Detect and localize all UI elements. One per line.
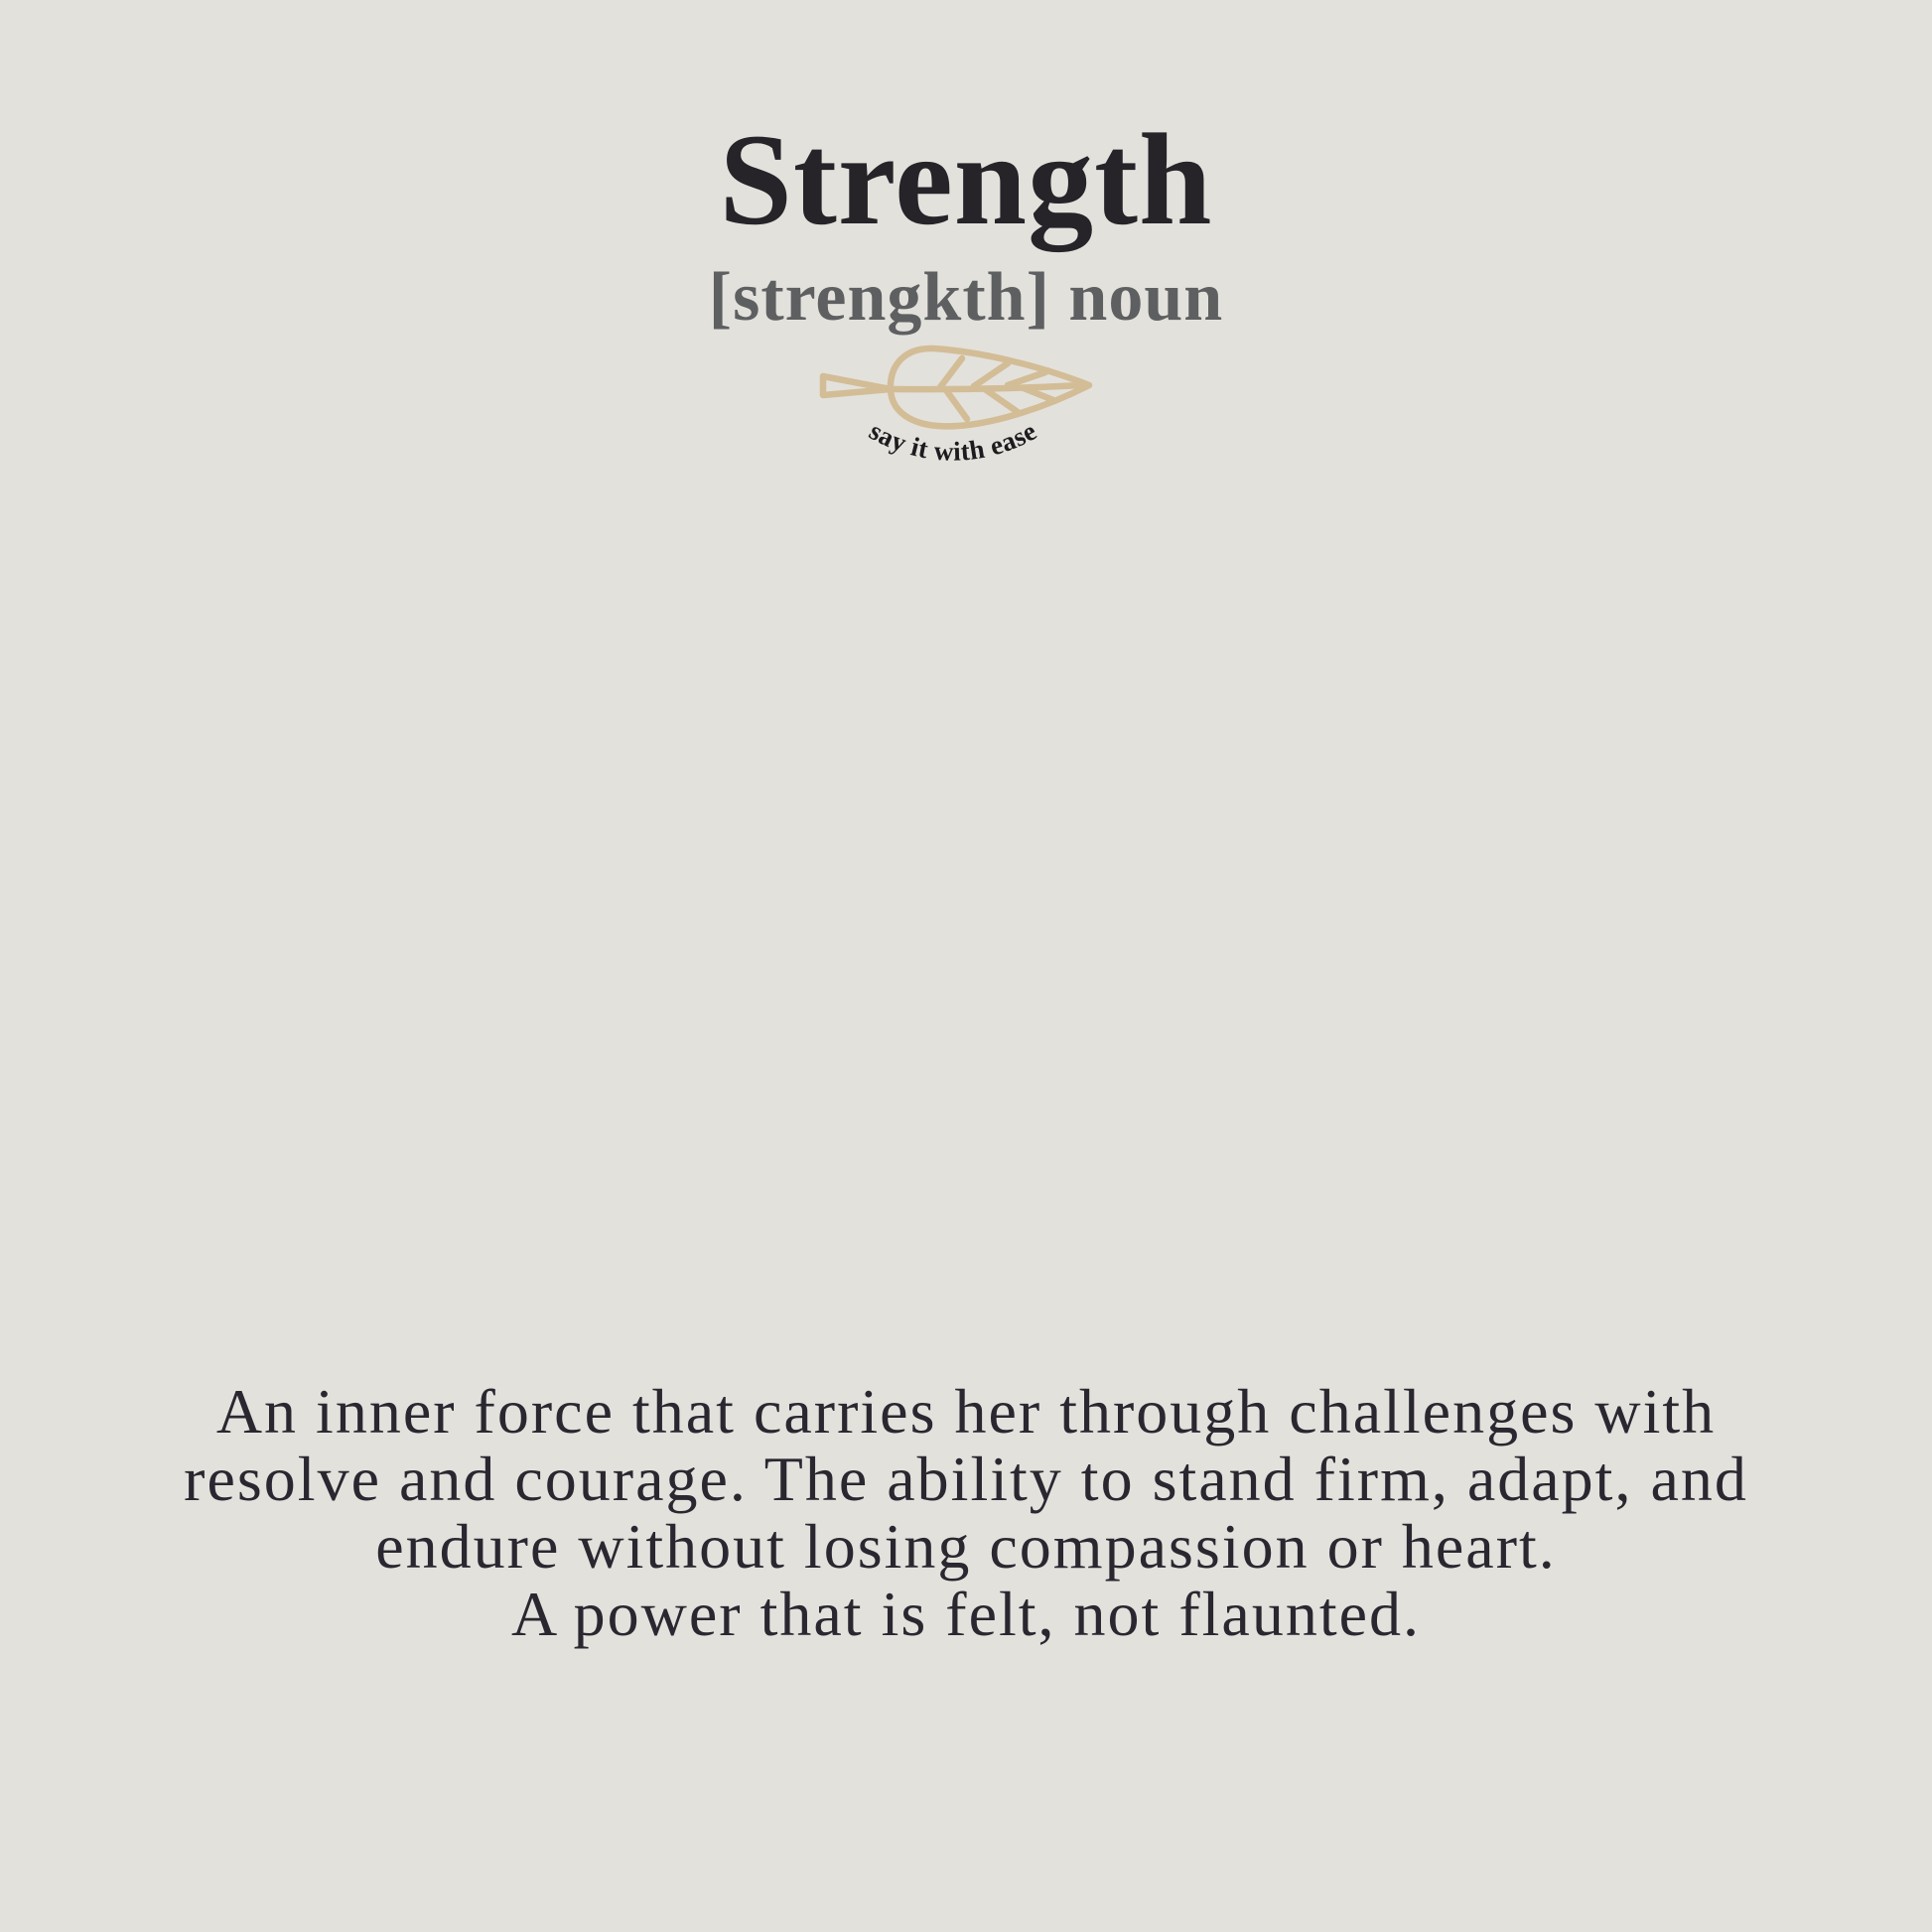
brand-tagline-text: say it with ease bbox=[864, 415, 1042, 467]
definition-line-1: An inner force that carries her through challenges with bbox=[215, 1376, 1717, 1447]
brand-logo bbox=[804, 333, 1102, 477]
pronunciation-text: [strengkth] noun bbox=[708, 259, 1224, 336]
word-title: Strength bbox=[719, 106, 1213, 252]
definition-line-3: endure without losing compassion or heart. bbox=[375, 1511, 1557, 1582]
definition-line-2: resolve and courage. The ability to stand firm, adapt, and bbox=[184, 1444, 1748, 1514]
leaf-icon bbox=[823, 348, 1089, 426]
definition-line-4: A power that is felt, not flaunted. bbox=[510, 1579, 1422, 1649]
definition-text bbox=[0, 1378, 1932, 1648]
